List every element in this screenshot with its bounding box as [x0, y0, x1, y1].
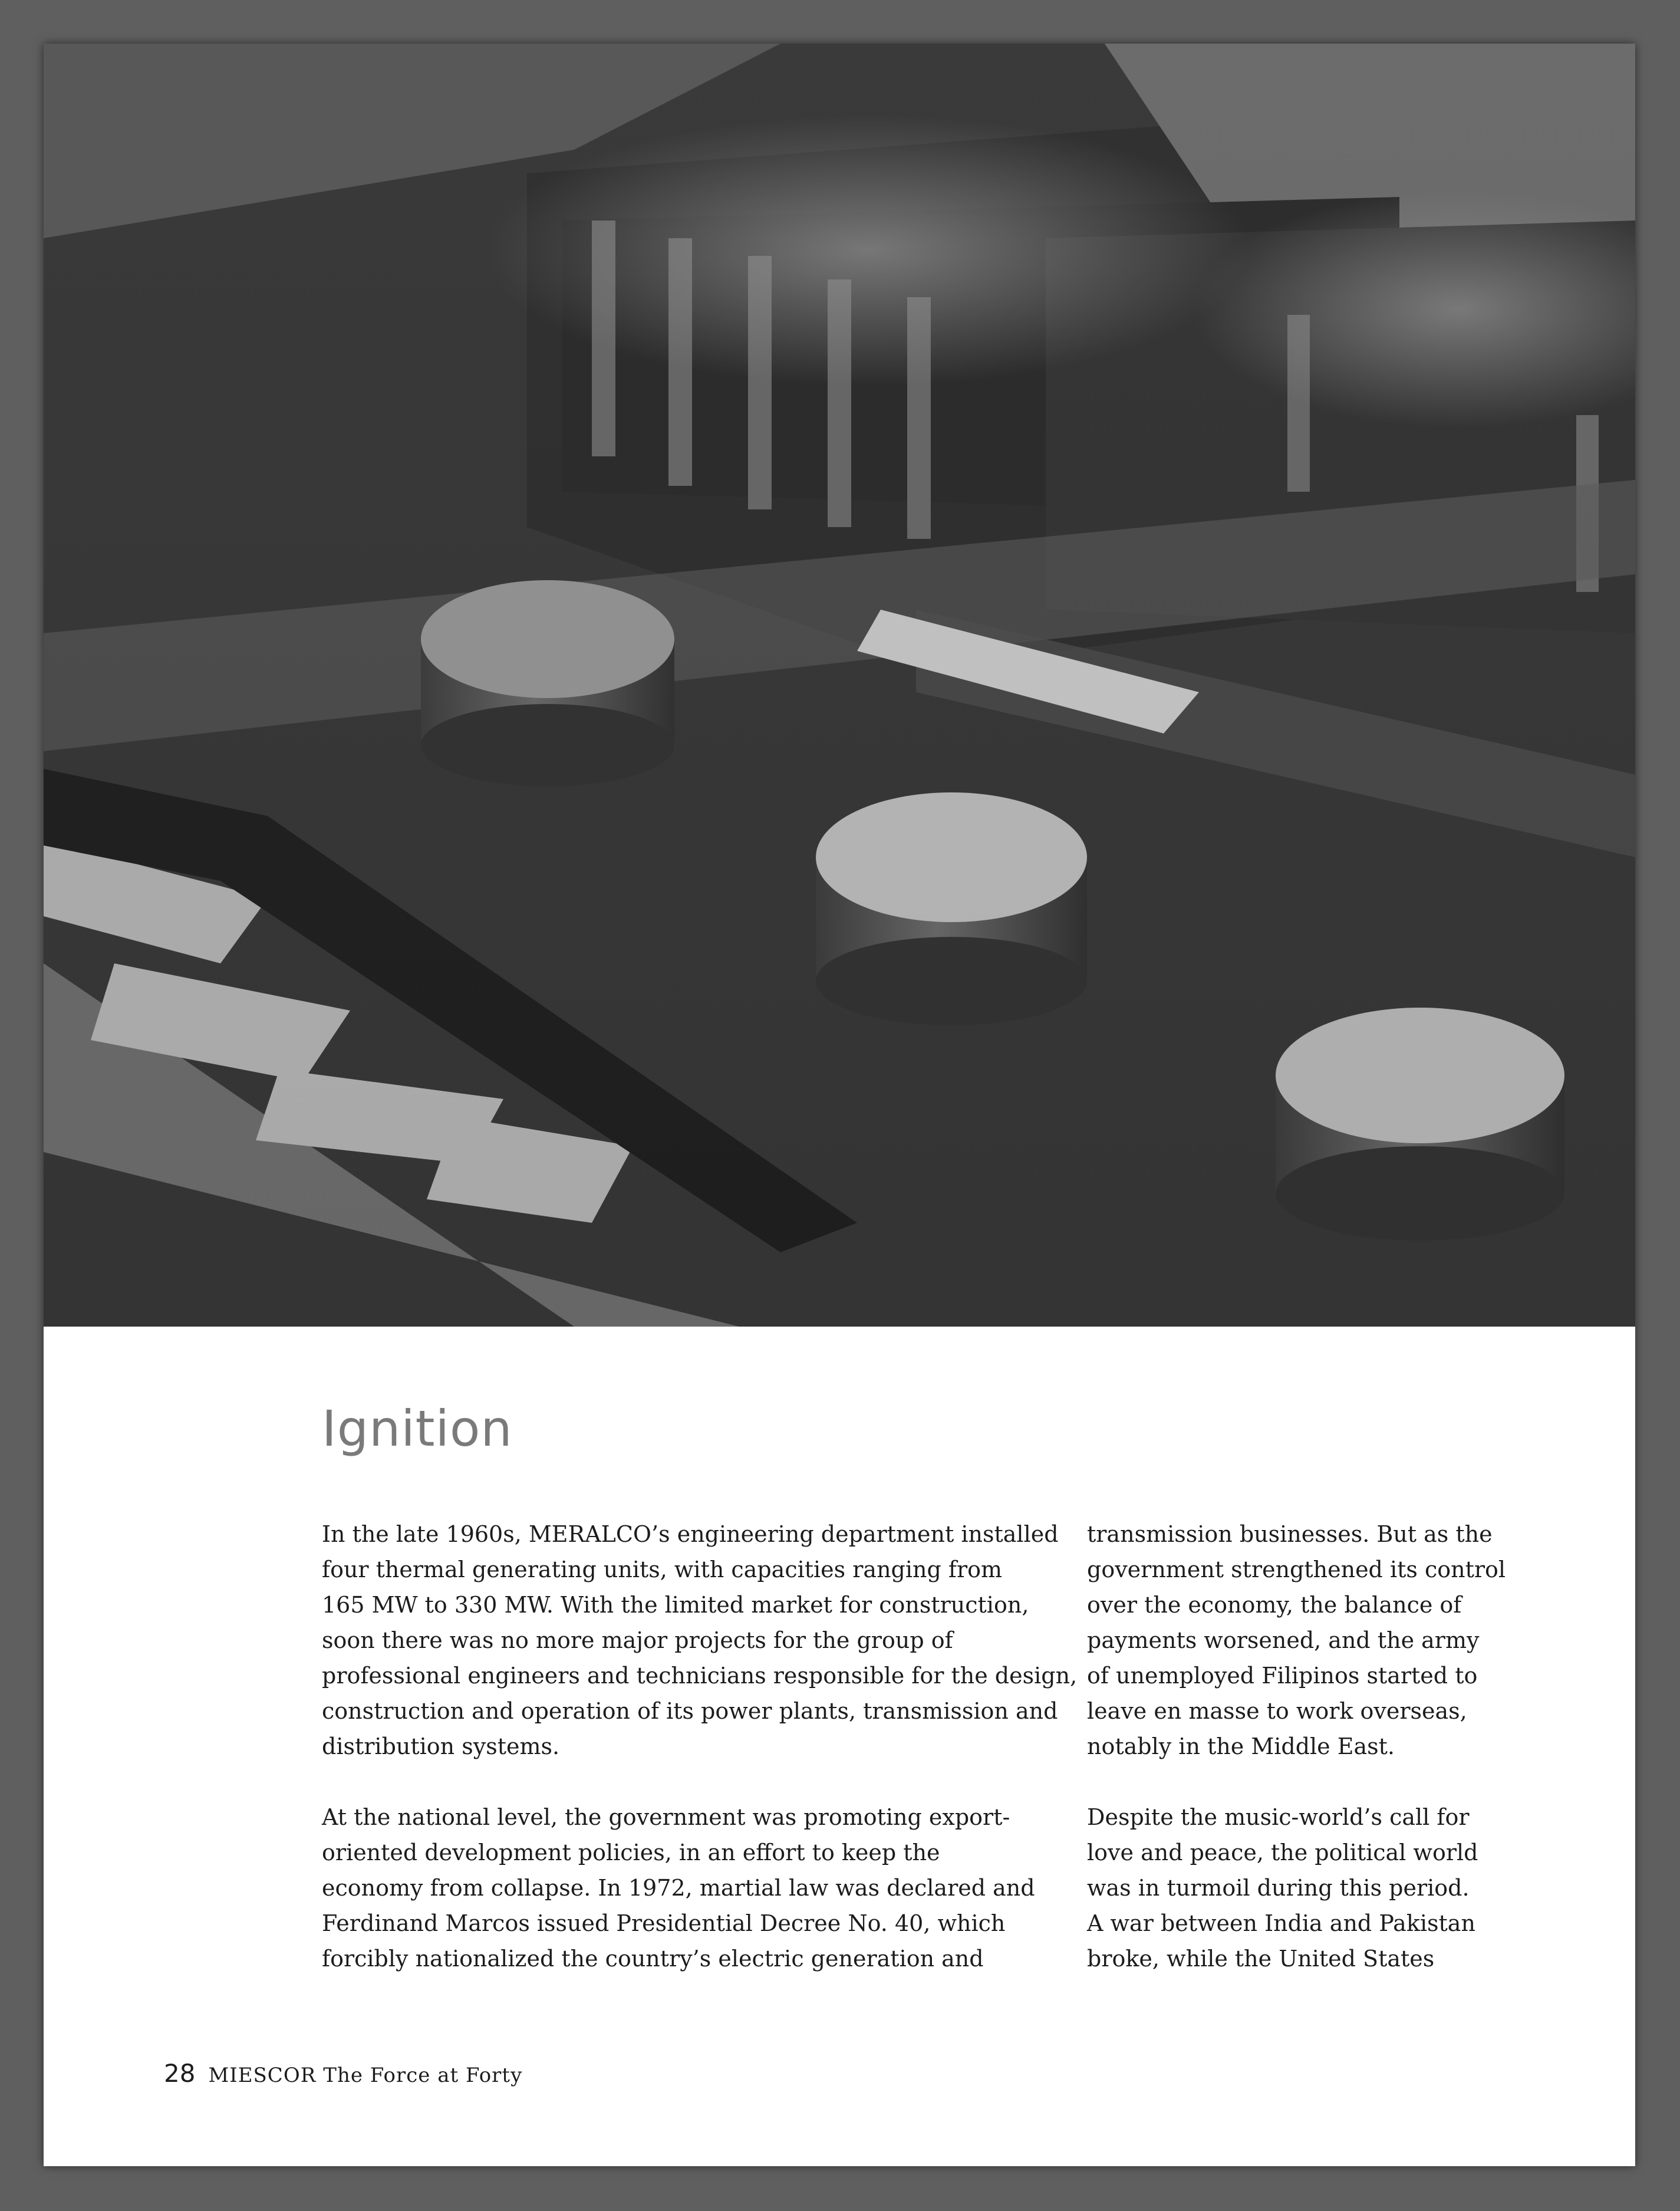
paragraph [1087, 1799, 1511, 1976]
aerial-power-plant-photo [44, 44, 1635, 1327]
text-line: economy from collapse. In 1972, martial law was declared and [322, 1875, 1035, 1901]
text-line: In the late 1960s, MERALCO’s engineering department installed [322, 1521, 1059, 1547]
article-heading: Ignition [322, 1400, 513, 1457]
text-line: 165 MW to 330 MW. With the limited market for construction, [322, 1592, 1029, 1618]
book-page [44, 44, 1635, 2166]
text-line: was in turmoil during this period. [1087, 1875, 1470, 1901]
text-line: transmission businesses. But as the [1087, 1521, 1493, 1547]
text-line: broke, while the United States [1087, 1946, 1435, 1972]
text-line: Despite the music-world’s call for [1087, 1804, 1470, 1830]
text-line: construction and operation of its power plants, transmission and [322, 1698, 1058, 1724]
text-line: professional engineers and technicians responsible for the design, [322, 1663, 1078, 1689]
text-line: leave en masse to work overseas, [1087, 1698, 1467, 1724]
paragraph [1087, 1516, 1511, 1764]
text-line: payments worsened, and the army [1087, 1627, 1480, 1653]
text-column-left [322, 1516, 1078, 2012]
text-column-right [1087, 1516, 1511, 2012]
text-line: forcibly nationalized the country’s electric generation and [322, 1946, 984, 1972]
text-line: four thermal generating units, with capacities ranging from [322, 1557, 1003, 1582]
text-line: soon there was no more major projects for the group of [322, 1627, 953, 1653]
paragraph [322, 1516, 1078, 1764]
text-line: of unemployed Filipinos started to [1087, 1663, 1478, 1689]
text-line: distribution systems. [322, 1733, 560, 1759]
power-plant-photo-illustration [44, 44, 1635, 1327]
text-line: At the national level, the government was promoting export- [322, 1804, 1010, 1830]
paragraph [322, 1799, 1041, 1976]
publication-name: MIESCOR [208, 2064, 317, 2087]
text-line: oriented development policies, in an effort to keep the [322, 1840, 940, 1865]
text-line: notably in the Middle East. [1087, 1733, 1395, 1759]
text-line: over the economy, the balance of [1087, 1592, 1462, 1618]
text-line: government strengthened its control [1087, 1557, 1506, 1582]
page-number: 28 [164, 2059, 196, 2088]
text-line: love and peace, the political world [1087, 1840, 1478, 1865]
text-line: A war between India and Pakistan [1087, 1910, 1475, 1936]
publication-subtitle: The Force at Forty [323, 2064, 523, 2087]
page-footer [164, 2059, 522, 2088]
text-line: Ferdinand Marcos issued Presidential Decree No. 40, which [322, 1910, 1006, 1936]
